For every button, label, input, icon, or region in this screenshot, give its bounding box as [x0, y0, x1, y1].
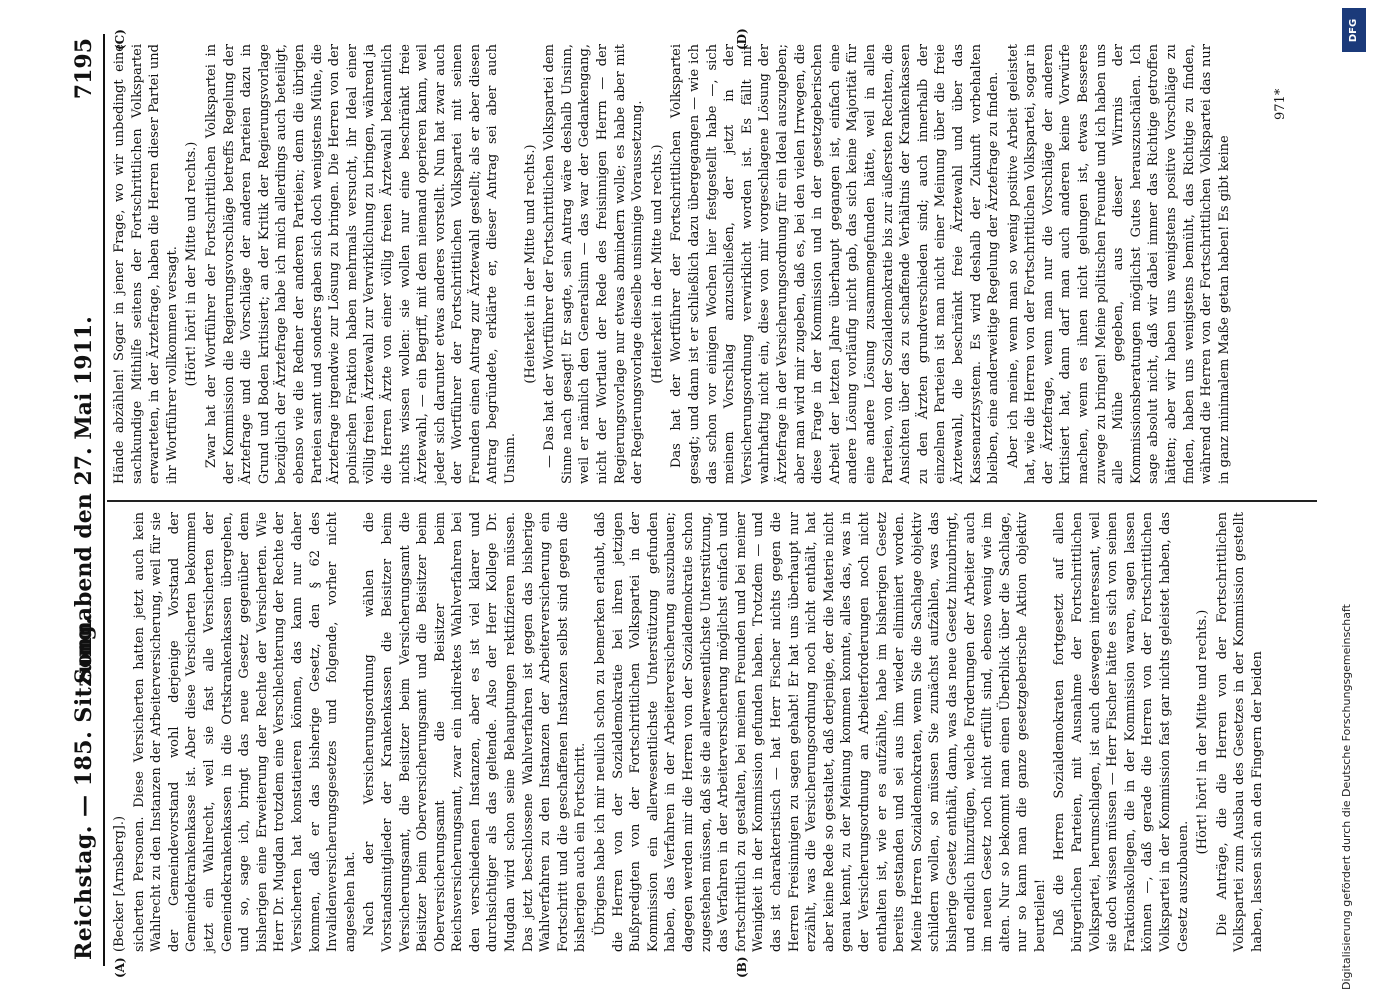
margin-mark-d: (D) [735, 28, 749, 50]
paragraph: Aber ich meine, wenn man so wenig positive Arbeit geleistet hat, wie die Herren von der Fortschrittlichen Volkspartei, sogar in der Ärztefrage, wenn man nur die Vorschläge der anderen kritisiert hat, dann darf man auch anderen keine Vorwürfe machen, wenn es ihnen nicht gelungen ist, etwas Besseres zuwege zu bringen! Meine politischen Freunde und ich haben uns alle Mühe gegeben, aus dieser Wirrnis der Kommissionsberatungen möglichst Gutes herauszuschälen. Ich sage absolut nicht, daß wir dabei immer das Richtige getroffen hätten; aber wir haben uns wenigstens positive Vorschläge zu finden, haben uns wenigstens bemüht, das Richtige zu finden, während die Herren von der Fortschrittlichen Volkspartei das nur in ganz minimalem Maße getan haben! Es gibt keine [1005, 44, 1232, 484]
paragraph: Die Anträge, die die Herren von der Fortschrittlichen Volkspartei zum Ausbau des Gesetzes in der Kommission gestellt haben, lassen sich an den Fingern der beiden [1214, 512, 1265, 952]
header-page-number: 7195 [71, 38, 97, 100]
paragraph: Das hat der Wortführer der Fortschrittlichen Volkspartei gesagt; und dann ist er schließlich dazu übergegangen — wie ich das schon vor einigen Wochen hier festgestellt habe —, sich meinem Vorschlag anzuschließen, der jetzt in der Versicherungsordnung verwirklicht worden ist. Es fällt mir wahrhaftig nicht ein, diese von mir vorgeschlagene Lösung der Ärztefrage in der Versicherungsordnung für ein Ideal auszugeben; aber man wird mir zugeben, daß es, bei den vielen Irrwegen, die diese Frage in der Kommission und in der gesetzgeberischen Arbeit der letzten Jahre überhaupt gegangen ist, einfach eine andere Lösung vorläufig nicht gab, das sich keine Majorität für eine andere Lösung zusammengefunden hätte, weil in allen Parteien, von der Sozialdemokratie bis zur äußersten Rechten, die Ansichten über das zu schaffende Verhältnis der Krankenkassen zu den Ärzten grundverschieden sind; auch innerhalb der einzelnen Parteien ist man nicht einer Meinung über die freie Ärztewahl, die beschränkt freie Ärztewahl und über das Kassenarztsystem. Es wird deshalb der Zukunft vorbehalten bleiben, eine anderweitige Regelung der Ärztefrage zu finden. [669, 44, 1002, 484]
interjection: (Heiterkeit in der Mitte und rechts.) [649, 144, 665, 384]
digitization-credit: Digitalisierung gefördert durch die Deutsche Forschungsgemeinschaft [1340, 604, 1353, 990]
header-rule [103, 34, 105, 966]
margin-mark-c: (C) [113, 29, 127, 50]
column-divider [107, 500, 1317, 502]
interjection: (Hört! hört! in der Mitte und rechts.) [184, 141, 200, 387]
signature-number: 971* [1273, 88, 1288, 120]
paragraph: Zwar hat der Wortführer der Fortschrittlichen Volkspartei in der Kommission die Regierungsvorschläge betreffs Regelung der Ärztefrage und die Vorschläge der anderen Parteien dazu in Grund und Boden kritisiert; an der Kritik der Regierungsvorlage bezüglich der Ärztefrage habe ich mich allerdings auch beteiligt, ebenso wie die Redner der anderen Parteien; denn die übrigen Parteien samt und sonders gaben sich doch wenigstens Mühe, die Ärztefrage irgendwie zur Lösung zu bringen. Die Herren von der polnischen Fraktion haben mehrmals versucht, ihr Ideal einer völlig freien Ärztewahl zur Verwirklichung zu bringen, während ja die Herren Ärzte von einer völlig freien Ärztewahl bekanntlich nichts wissen wollen: sie wollen nur eine beschränkt freie Ärztewahl, — ein Begriff, mit dem niemand operieren kann, weil jeder sich darunter etwas anderes vorstellt. Nun hat zwar auch der Wortführer der Fortschrittlichen Volkspartei mit seinen Freunden einen Antrag zur Ärztewahl gestellt; als er aber diesen Antrag begründete, erklärte er, dieser Antrag sei aber auch Unsinn. [203, 44, 519, 484]
paragraph: Daß die Herren Sozialdemokraten fortgesetzt auf allen bürgerlichen Parteien, mit Ausnahme der Fortschrittlichen Volkspartei, herumschlagen, ist auch deswegen interessant, weil sie doch wissen müssen — Herr Fischer hätte es sich von seinen Fraktionskollegen, die in der Kommission waren, sagen lassen können —, daß gerade die Herren von der Fortschrittlichen Volkspartei in der Kommission fast gar nichts geleistet haben, das Gesetz auszubauen. [1052, 512, 1191, 952]
paragraph: — Das hat der Wortführer der Fortschrittlichen Volkspartei dem Sinne nach gesagt! Er sagte, sein Antrag wäre deshalb Unsinn, weil er nämlich den Generalsinn — das war der Gedankengang, nicht der Wortlaut der Rede des freisinnigen Herrn — der Regierungsvorlage nur etwas abmindern wolle; es habe aber mit der Regierungsvorlage dieselbe unsinnige Voraussetzung. [542, 44, 646, 484]
paragraph: Hände abzählen! Sogar in jener Frage, wo wir unbedingt eine sachkundige Mithilfe seitens der Fortschrittlichen Volkspartei erwarteten, in der Ärztefrage, haben die Herren dieser Partei und ihr Wortführer vollkommen versagt. [112, 44, 180, 484]
paragraph: sicherten Personen. Diese Versicherten hatten jetzt auch kein Wahlrecht zu den Instanzen der Arbeiterversicherung, weil für sie der Gemeindevorstand wohl derjenige Vorstand der Gemeindekrankenkasse ist. Aber diese Versicherten bekommen jetzt ein Wahlrecht, weil sie fast alle Versicherten der Gemeindekrankenkassen in die Ortskrankenkassen übergehen, und so, sage ich, bringt das neue Gesetz gegenüber dem bisherigen eine Erweiterung der Rechte der Versicherten. Wie Herr Dr. Mugdan trotzdem eine Verschlechterung der Rechte der Versicherten hat konstatieren können, das kann nur daher kommen, daß er das bisherige Gesetz, den § 62 des Invalidenversicherungsgesetzes und folgende, vorher nicht angesehen hat. [131, 512, 358, 952]
dfg-logo [1342, 8, 1366, 52]
rotated-newspaper-page [55, 20, 1335, 980]
left-column [111, 512, 1269, 952]
paragraph: Nach der Versicherungsordnung wählen die Vorstandsmitglieder der Krankenkassen die Beisitzer beim Versicherungsamt, die Beisitzer beim Versicherungsamt die Beisitzer beim Oberversicherungsamt und die Beisitzer beim Oberversicherungsamt die Beisitzer beim Reichsversicherungsamt, zwar ein indirektes Wahlverfahren bei den verschiedenen Instanzen, aber es ist viel klarer und durchsichtiger als das geltende. Also der Herr Kollege Dr. Mugdan wird schon seine Behauptungen rektifizieren müssen. Das jetzt beschlossene Wahlverfahren ist gegen das bisherige Wahlverfahren zu den Instanzen der Arbeiterversicherung ein Fortschritt und die geschaffenen Instanzen selbst sind gegen die bisherigen auch ein Fortschritt. [362, 512, 589, 952]
margin-mark-a: (A) [113, 957, 127, 978]
margin-mark-b: (B) [735, 956, 749, 978]
header-session: Reichstag. — 185. Sitzung. [71, 616, 97, 960]
page-header [67, 20, 101, 980]
interjection: (Hört! hört! in der Mitte und rechts.) [1195, 609, 1211, 855]
paragraph: Übrigens habe ich mir neulich schon zu bemerken erlaubt, daß die Herren von der Sozialdemokratie bei ihren jetzigen Bußpredigten von der Fortschrittlichen Volkspartei in der Kommission ein allerwesentlichste Unterstützung gefunden haben, das Verfahren in der Arbeiterversicherung auszubauen; dagegen werden mir die Herren von der Sozialdemokratie schon zugestehen müssen, daß sie die allerwesentlichste Unterstützung, das Verfahren in der Arbeiterversicherung möglichst einfach und fortschrittlich zu gestalten, bei meinen Freunden und bei meiner Wenigkeit in der Kommission gefunden haben. Trotzdem — und das ist charakteristisch — hat Herr Fischer nichts gegen die Herren Freisinnigen zu sagen gehabt! Er hat uns überhaupt nur erzählt, was die Versicherungsordnung noch nicht enthält, hat aber keine Rede so gestaltet, daß derjenige, der die Materie nicht genau kennt, zu der Meinung kommen konnte, alles das, was in der Versicherungsordnung an Arbeiterforderungen noch nicht enthalten ist, wie er es aufzählte, habe im bisherigen Gesetz bereits gestanden und sei aus ihm wieder eliminiert worden. Meine Herren Sozialdemokraten, wenn Sie die Sachlage objektiv schildern wollen, so müssen Sie zunächst aufzählen, was das bisherige Gesetz enthält, dann, was das neue Gesetz hinzubringt, und endlich hinzufügen, welche Forderungen der Arbeiter auch im neuen Gesetz noch nicht erfüllt sind, ebenso wenig wie im alten. Nur so bekommt man einen Überblick über die Sachlage, nur so kann man die ganze gesetzgeberische Aktion objektiv beurteilen! [593, 512, 1048, 952]
speaker-label: (Becker [Arnsberg].) [112, 815, 127, 952]
dfg-logo-text: DFG [1348, 18, 1360, 42]
interjection: (Heiterkeit in der Mitte und rechts.) [522, 144, 538, 384]
header-date: Sonnabend den 27. Mai 1911. [71, 316, 97, 684]
right-column [111, 44, 1235, 484]
